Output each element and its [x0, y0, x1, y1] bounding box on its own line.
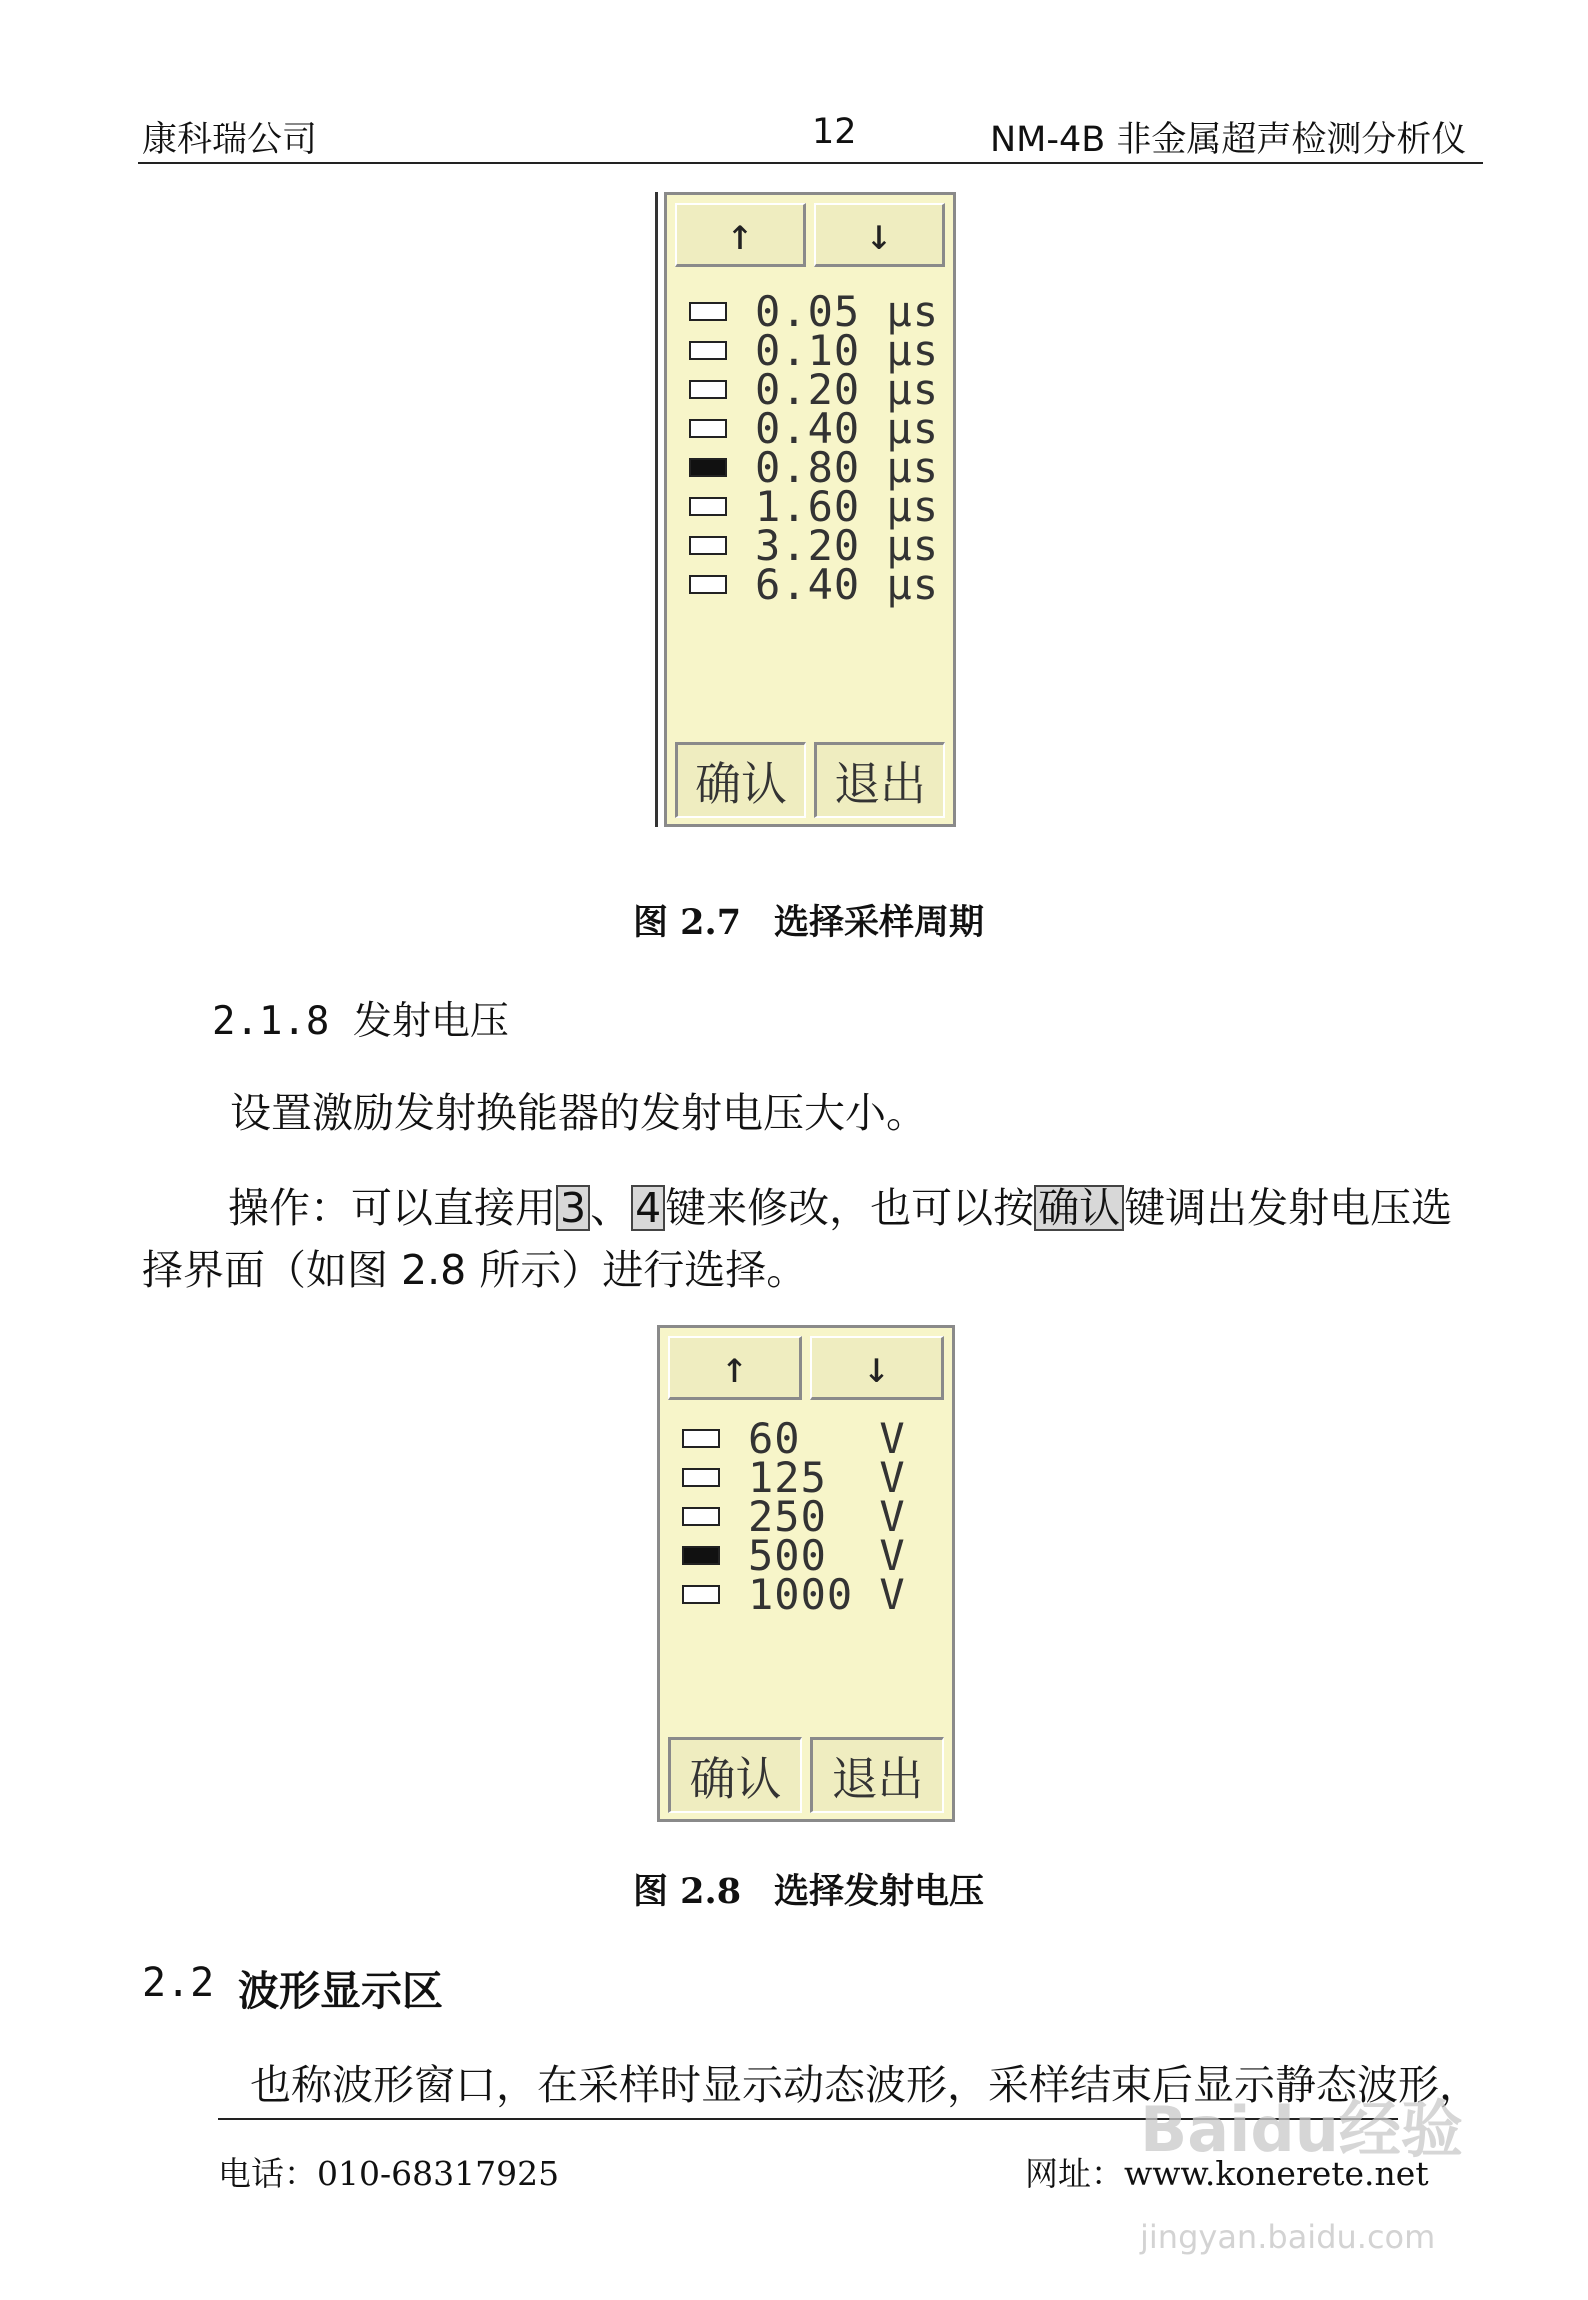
confirm-button[interactable]: 确认: [668, 1737, 802, 1813]
exit-button[interactable]: 退出: [814, 742, 945, 818]
option-checkbox-icon: [689, 536, 727, 555]
exit-button[interactable]: 退出: [810, 1737, 944, 1813]
key-4: 4: [631, 1185, 665, 1231]
key-3: 3: [556, 1185, 590, 1231]
figure-caption-number: 图 2.8: [633, 1871, 742, 1912]
option-label: 250 V: [748, 1491, 906, 1541]
option-label: 3.20 μs: [755, 520, 940, 570]
header-page-number: 12: [812, 112, 857, 152]
option-checkbox-icon: [682, 1507, 720, 1526]
option-checkbox-icon: [689, 302, 727, 321]
figure-caption-text: 选择发射电压: [774, 1871, 985, 1912]
figure-caption-number: 图 2.7: [633, 902, 742, 943]
section-title: 波形显示区: [238, 1967, 443, 2015]
separator: 、: [590, 1184, 632, 1232]
transmit-voltage-dialog: [657, 1325, 955, 1822]
option-checkbox-icon: [689, 341, 727, 360]
header-product: NM-4B 非金属超声检测分析仪: [990, 120, 1467, 160]
paragraph: 设置激励发射换能器的发射电压大小。: [230, 1089, 927, 1137]
scroll-up-button[interactable]: ↑: [668, 1336, 802, 1400]
option-checkbox-icon: [682, 1429, 720, 1448]
dialog-buttons: [675, 742, 945, 818]
scroll-up-button[interactable]: ↑: [675, 203, 806, 267]
section-number: 2.2: [142, 1960, 215, 2006]
option-label: 0.05 μs: [755, 286, 940, 336]
option-checkbox-icon: [689, 575, 727, 594]
watermark-logo: Baidu经验: [1140, 2093, 1463, 2166]
footer-website: 网址：www.konerete.net: [1025, 2154, 1429, 2193]
scroll-down-button[interactable]: ↓: [810, 1336, 944, 1400]
watermark-url: jingyan.baidu.com: [1140, 2218, 1436, 2256]
option-checkbox-icon: [689, 419, 727, 438]
paragraph-text: 键调出发射电压选: [1124, 1184, 1453, 1232]
sample-period-dialog: [664, 192, 956, 827]
option-label: 500 V: [748, 1530, 906, 1580]
panel-left-edge: [655, 192, 658, 827]
key-confirm: 确认: [1034, 1185, 1124, 1231]
paragraph-text: 键来修改，也可以按: [665, 1184, 1035, 1232]
footer-phone: 电话：010-68317925: [218, 2154, 560, 2193]
arrow-row: [667, 195, 953, 275]
paragraph-text: 操作：可以直接用: [228, 1184, 556, 1232]
option-checkbox-icon: [682, 1546, 720, 1565]
option-label: 60 V: [748, 1413, 906, 1463]
option-label: 0.80 μs: [755, 442, 940, 492]
option-label: 6.40 μs: [755, 559, 940, 609]
option-checkbox-icon: [689, 458, 727, 477]
paragraph: 也称波形窗口，在采样时显示动态波形，采样结束后显示静态波形，: [250, 2061, 1480, 2109]
option-label: 0.10 μs: [755, 325, 940, 375]
option-label: 0.20 μs: [755, 364, 940, 414]
option-checkbox-icon: [689, 497, 727, 516]
option-label: 1.60 μs: [755, 481, 940, 531]
header-rule: [138, 162, 1483, 164]
option-item[interactable]: [682, 1569, 944, 1619]
option-label: 125 V: [748, 1452, 906, 1502]
scroll-down-button[interactable]: ↓: [814, 203, 945, 267]
option-label: 1000 V: [748, 1569, 906, 1619]
paragraph: 择界面（如图 2.8 所示）进行选择。: [142, 1246, 808, 1294]
figure-caption-text: 选择采样周期: [774, 902, 985, 943]
section-heading: 2.1.8 发射电压: [212, 999, 509, 1044]
option-checkbox-icon: [682, 1468, 720, 1487]
option-label: 0.40 μs: [755, 403, 940, 453]
option-checkbox-icon: [689, 380, 727, 399]
option-item[interactable]: [689, 559, 945, 609]
arrow-row: [660, 1328, 952, 1408]
confirm-button[interactable]: 确认: [675, 742, 806, 818]
option-checkbox-icon: [682, 1585, 720, 1604]
paragraph-operation: [228, 1175, 1452, 1234]
dialog-buttons: [668, 1737, 944, 1813]
header-company: 康科瑞公司: [142, 120, 318, 160]
